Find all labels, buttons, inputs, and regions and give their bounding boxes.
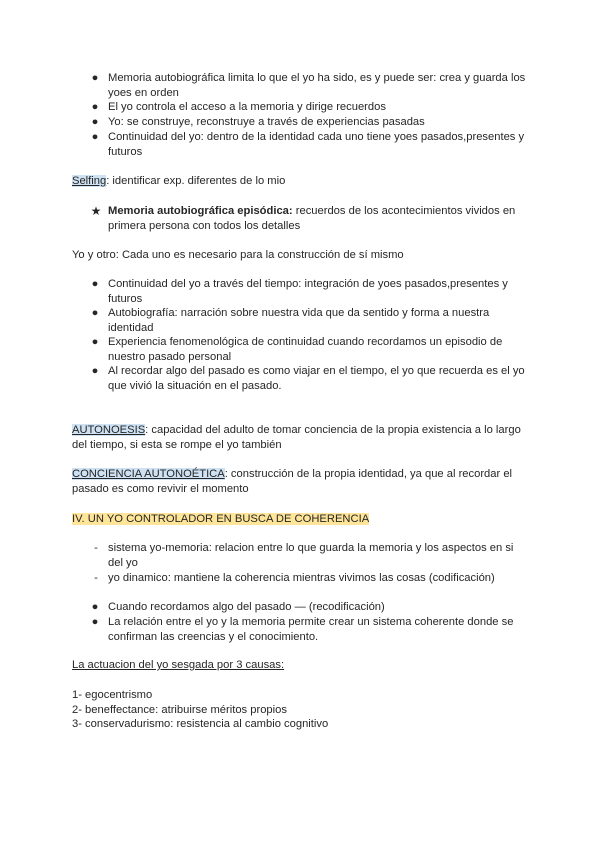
- selfing-line: [72, 174, 285, 189]
- list-item-text: sistema yo-memoria: relacion entre lo que guarda la memoria y los aspectos en si del yo: [108, 542, 514, 569]
- bullet-icon: ●: [91, 601, 99, 613]
- list-item-text: Al recordar algo del pasado es como viajar en el tiempo, el yo que recuerda es el yo que vivió la situación en el pasado.: [108, 365, 525, 392]
- bullet-icon: ●: [91, 278, 99, 290]
- list-item-text: Experiencia fenomenológica de continuidad cuando recordamos un episodio de nuestro pasado personal: [108, 336, 503, 363]
- section-heading: [72, 512, 369, 527]
- selfing-definition: : identificar exp. diferentes de lo mio: [106, 175, 286, 187]
- section-heading-text: IV. UN YO CONTROLADOR EN BUSCA DE COHERENCIA: [72, 513, 370, 525]
- bullet-icon: ●: [91, 336, 99, 348]
- cause-item: 2- beneffectance: atribuirse méritos propios: [72, 704, 287, 716]
- conciencia-definition: : construcción de la propia identidad, ya que al recordar el: [224, 468, 513, 480]
- causes-title: La actuacion del yo sesgada por 3 causas:: [72, 659, 285, 671]
- dash-icon: -: [94, 542, 98, 554]
- list-item-text: Cuando recordamos algo del pasado — (recodificación): [108, 601, 385, 613]
- star-icon: ★: [90, 204, 102, 218]
- conciencia-term: CONCIENCIA AUTONOÉTICA: [72, 468, 225, 480]
- autonoesis-line-2: del tiempo, si esta se rompe el yo también: [72, 439, 282, 451]
- bullet-icon: ●: [91, 616, 99, 628]
- list-item-text: Memoria autobiográfica limita lo que el yo ha sido, es y puede ser: crea y guarda los yoes en orden: [108, 72, 526, 99]
- list-item-text: La relación entre el yo y la memoria permite crear un sistema coherente donde se confirman las creencias y el conocimiento.: [108, 616, 514, 643]
- list-item-text: Yo: se construye, reconstruye a través de experiencias pasadas: [108, 116, 425, 128]
- list-item-text: Continuidad del yo: dentro de la identidad cada uno tiene yoes pasados,presentes y futuros: [108, 131, 525, 158]
- bullet-icon: ●: [91, 131, 99, 143]
- cause-item: 3- conservadurismo: resistencia al cambio cognitivo: [72, 718, 329, 730]
- conciencia-line-1: [72, 467, 512, 482]
- star-item-bold: Memoria autobiográfica episódica:: [108, 205, 293, 217]
- yo-otro-line: Yo y otro: Cada uno es necesario para la construcción de sí mismo: [72, 249, 404, 261]
- cause-item: 1- egocentrismo: [72, 689, 153, 701]
- bullet-icon: ●: [91, 72, 99, 84]
- bullet-icon: ●: [91, 116, 99, 128]
- star-item-text: recuerdos de los acontecimientos vividos en primera persona con todos los detalles: [108, 205, 516, 232]
- conciencia-line-2: pasado es como revivir el momento: [72, 483, 249, 495]
- autonoesis-term: AUTONOESIS: [72, 424, 146, 436]
- list-item-text: Autobiografía: narración sobre nuestra vida que da sentido y forma a nuestra identidad: [108, 307, 490, 334]
- bullet-icon: ●: [91, 307, 99, 319]
- autonoesis-line-1: [72, 423, 521, 438]
- selfing-term: Selfing: [72, 175, 107, 187]
- list-item-text: yo dinamico: mantiene la coherencia mientras vivimos las cosas (codificación): [108, 572, 495, 584]
- bullet-icon: ●: [91, 101, 99, 113]
- list-item-text: [108, 204, 526, 233]
- autonoesis-definition: : capacidad del adulto de tomar conciencia de la propia existencia a lo largo: [145, 424, 521, 436]
- bullet-icon: ●: [91, 365, 99, 377]
- list-item-text: Continuidad del yo a través del tiempo: integración de yoes pasados,presentes y futuros: [108, 278, 508, 305]
- dash-icon: -: [94, 572, 98, 584]
- list-item-text: El yo controla el acceso a la memoria y dirige recuerdos: [108, 101, 386, 113]
